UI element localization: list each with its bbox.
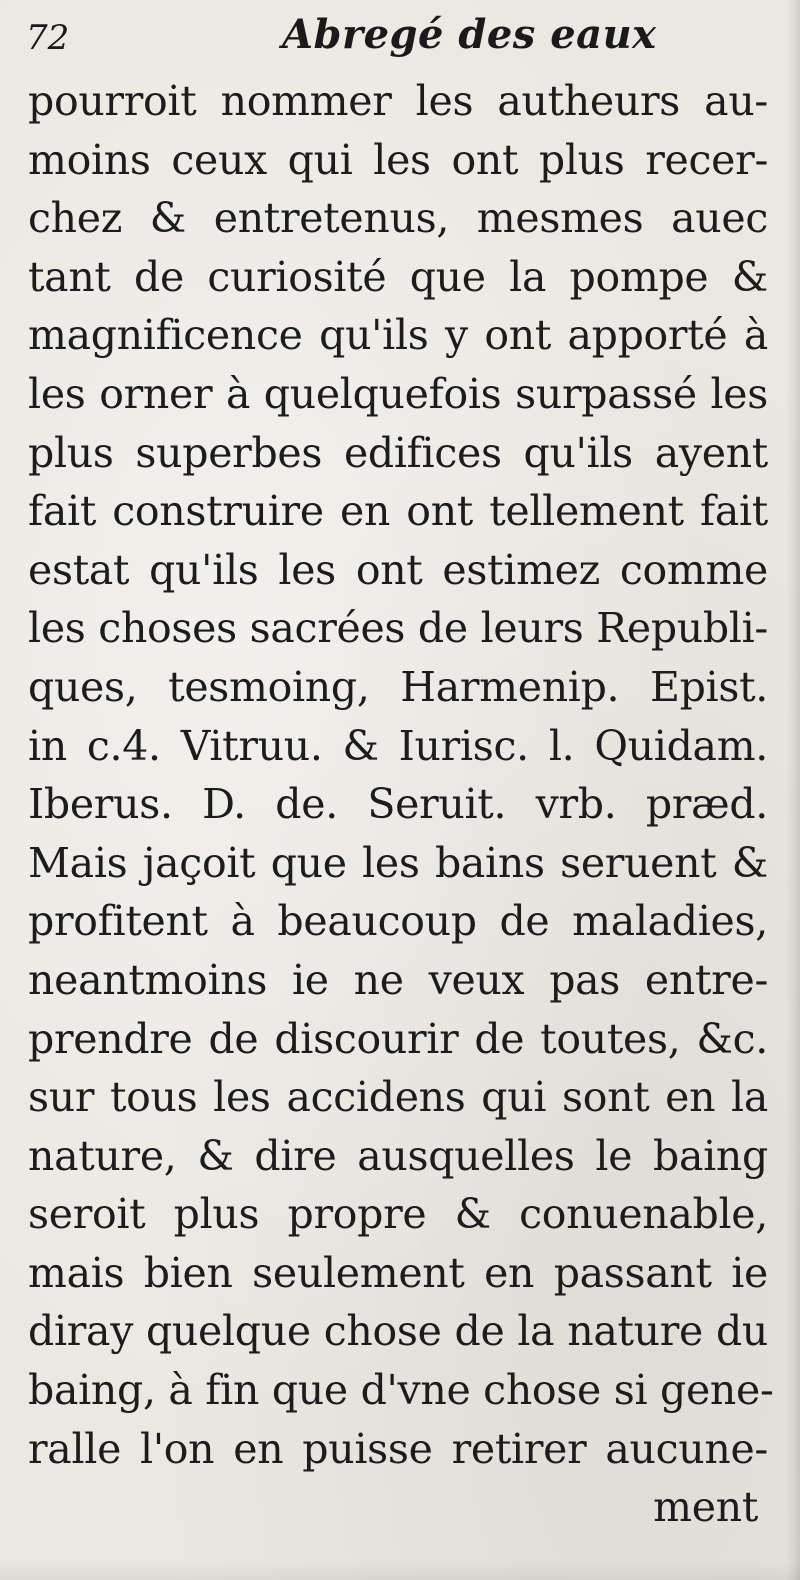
body-text <box>28 72 774 1537</box>
text-line-12: in c.4. Vitruu. & Iurisc. l. Quidam. <box>28 721 768 770</box>
text-line-22: diray quelque chose de la nature du <box>28 1307 768 1356</box>
text-line-9: estat qu'ils les ont estimez comme <box>28 545 768 594</box>
text-line-20: seroit plus propre & conuenable, <box>28 1190 768 1239</box>
text-line-7: plus superbes edifices qu'ils ayent <box>28 428 768 477</box>
text-line-17: prendre de discourir de toutes, &c. <box>28 1014 768 1063</box>
text-line-8: fait construire en ont tellement fait <box>28 487 768 536</box>
text-line-2: moins ceux qui les ont plus recer- <box>28 135 768 184</box>
running-title: Abregé des eaux <box>282 11 657 58</box>
text-line-13: Iberus. D. de. Seruit. vrb. præd. <box>28 780 768 829</box>
text-line-14: Mais jaçoit que les bains seruent & <box>28 838 768 887</box>
page-number: 72 <box>26 18 70 58</box>
text-line-4: tant de curiosité que la pompe & <box>28 252 768 301</box>
text-line-1: pourroit nommer les autheurs au- <box>28 77 768 125</box>
text-line-3: chez & entretenus, mesmes auec <box>28 194 768 243</box>
text-line-21: mais bien seulement en passant ie <box>28 1248 768 1297</box>
text-line-10: les choses sacrées de leurs Republi- <box>28 604 768 653</box>
text-line-24: ralle l'on en puisse retirer aucune- <box>28 1424 768 1473</box>
page-edge-shadow <box>786 0 800 1580</box>
page-bottom-shadow <box>0 1560 800 1580</box>
text-line-15: profitent à beaucoup de maladies, <box>28 897 768 946</box>
running-head <box>26 10 786 70</box>
text-line-19: nature, & dire ausquelles le baing <box>28 1131 768 1180</box>
catchword: ment <box>653 1483 758 1532</box>
text-line-23: baing, à fin que d'vne chose si gene- <box>28 1366 774 1415</box>
text-line-5: magnificence qu'ils y ont apporté à <box>28 311 768 360</box>
text-line-6: les orner à quelquefois surpassé les <box>28 369 768 418</box>
text-line-18: sur tous les accidens qui sont en la <box>28 1073 768 1122</box>
text-line-11: ques, tesmoing, Harmenip. Epist. <box>28 662 768 711</box>
text-line-16: neantmoins ie ne veux pas entre- <box>28 955 768 1004</box>
